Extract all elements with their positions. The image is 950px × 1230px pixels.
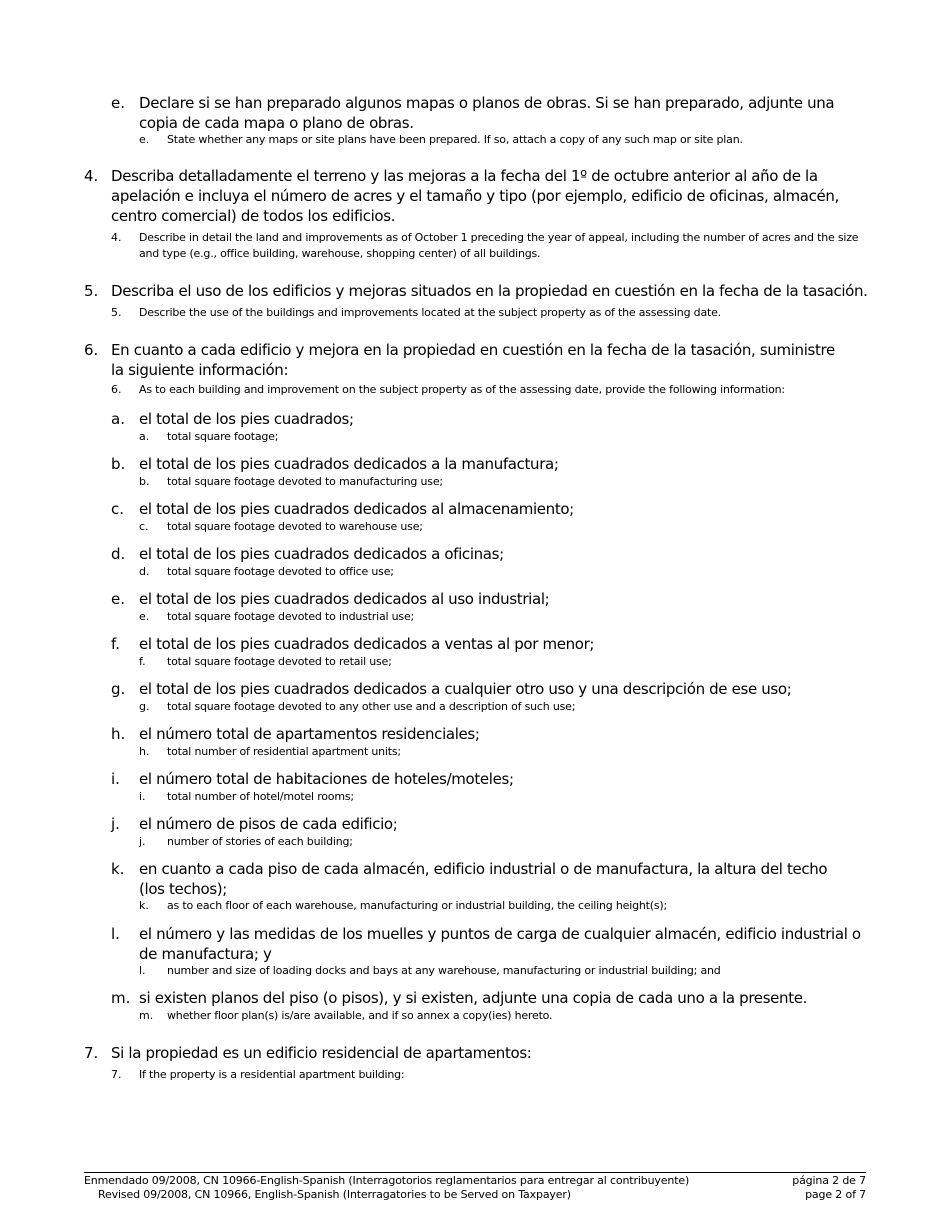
subitem-english-marker: k. [139, 899, 149, 912]
question-english-number: 4. [111, 231, 122, 244]
subitem-english-text: number and size of loading docks and bays at any warehouse, manufacturing or industrial building; and [167, 964, 721, 977]
question-english-text: If the property is a residential apartment building: [139, 1068, 405, 1081]
footer-english-page-number: page 2 of 7 [805, 1188, 866, 1201]
item-spanish-text: Declare si se han preparado algunos mapas o planos de obras. Si se han preparado, adjunte una copia de cada mapa o plano de obras. [139, 94, 835, 132]
subitem-english-marker: h. [139, 745, 150, 758]
subitem-english-text: total number of hotel/motel rooms; [167, 790, 354, 803]
question-english-text: Describe in detail the land and improvements as of October 1 preceding the year of appeal, including the number of acres and the size and type (e.g., office building, warehouse, shopping center) of all buildings. [139, 231, 859, 260]
question-number: 4. [84, 167, 99, 185]
subitem-marker: d. [111, 545, 126, 563]
subitem-english-text: total number of residential apartment units; [167, 745, 401, 758]
question-english-text: Describe the use of the buildings and improvements located at the subject property as of the assessing date. [139, 306, 721, 319]
subitem-spanish-text: el total de los pies cuadrados dedicados al uso industrial; [139, 590, 550, 608]
subitem-spanish-text: el número total de habitaciones de hoteles/moteles; [139, 770, 514, 788]
subitem-marker: g. [111, 680, 126, 698]
subitem-spanish-text: el total de los pies cuadrados dedicados a oficinas; [139, 545, 504, 563]
subitem-english-marker: e. [139, 610, 150, 623]
subitem-spanish-text: el número total de apartamentos residenciales; [139, 725, 480, 743]
subitem-english-text: total square footage; [167, 430, 279, 443]
subitem-spanish-text: el total de los pies cuadrados; [139, 410, 354, 428]
subitem-marker: c. [111, 500, 125, 518]
subitem-english-text: total square footage devoted to manufacturing use; [167, 475, 443, 488]
subitem-english-marker: f. [139, 655, 146, 668]
subitem-spanish-text: el total de los pies cuadrados dedicados a cualquier otro uso y una descripción de ese uso; [139, 680, 792, 698]
subitem-english-marker: m. [139, 1009, 154, 1022]
question-english-text: As to each building and improvement on the subject property as of the assessing date, provide the following information: [139, 383, 785, 396]
question-number: 6. [84, 341, 99, 359]
question-spanish-text: En cuanto a cada edificio y mejora en la propiedad en cuestión en la fecha de la tasación, suministre la siguiente información: [111, 341, 835, 379]
subitem-spanish-text: el total de los pies cuadrados dedicados a la manufactura; [139, 455, 559, 473]
subitem-english-marker: j. [139, 835, 146, 848]
subitem-marker: m. [111, 989, 131, 1007]
subitem-english-marker: d. [139, 565, 150, 578]
subitem-english-text: total square footage devoted to any other use and a description of such use; [167, 700, 576, 713]
subitem-spanish-text: el total de los pies cuadrados dedicados a ventas al por menor; [139, 635, 595, 653]
question-english-number: 5. [111, 306, 122, 319]
subitem-marker: h. [111, 725, 126, 743]
subitem-english-marker: l. [139, 964, 146, 977]
question-spanish-text: Describa el uso de los edificios y mejoras situados en la propiedad en cuestión en la fecha de la tasación. [111, 282, 868, 300]
subitem-spanish-text: si existen planos del piso (o pisos), y si existen, adjunte una copia de cada uno a la presente. [139, 989, 808, 1007]
subitem-english-text: total square footage devoted to retail use; [167, 655, 392, 668]
question-spanish-text: Describa detalladamente el terreno y las mejoras a la fecha del 1º de octubre anterior al año de la apelación e incluya el número de acres y el tamaño y tipo (por ejemplo, edificio de oficinas, almacén, centro comercial) de todos los edificios. [111, 167, 839, 225]
subitem-english-marker: c. [139, 520, 149, 533]
subitem-spanish-text: el número y las medidas de los muelles y puntos de carga de cualquier almacén, edificio industrial o de manufactura; y [139, 925, 861, 963]
subitem-english-text: as to each floor of each warehouse, manufacturing or industrial building, the ceiling height(s); [167, 899, 667, 912]
subitem-english-marker: g. [139, 700, 150, 713]
page-footer [84, 1172, 866, 1201]
subitem-marker: b. [111, 455, 126, 473]
subitem-english-text: total square footage devoted to industrial use; [167, 610, 415, 623]
subitem-marker: i. [111, 770, 120, 788]
item-marker: e. [111, 94, 125, 112]
subitem-english-marker: a. [139, 430, 150, 443]
question-spanish-text: Si la propiedad es un edificio residencial de apartamentos: [111, 1044, 532, 1062]
question-english-number: 6. [111, 383, 122, 396]
subitem-marker: l. [111, 925, 120, 943]
subitem-marker: k. [111, 860, 125, 878]
subitem-english-marker: i. [139, 790, 146, 803]
footer-spanish-page-number: página 2 de 7 [792, 1174, 866, 1187]
item-english-text: State whether any maps or site plans have been prepared. If so, attach a copy of any such map or site plan. [167, 133, 743, 146]
subitem-english-text: number of stories of each building; [167, 835, 353, 848]
subitem-english-text: total square footage devoted to office use; [167, 565, 394, 578]
footer-spanish-form-id: Enmendado 09/2008, CN 10966-English-Spanish (Interragotorios reglamentarios para entregar al contribuyente) [84, 1174, 690, 1187]
subitem-english-marker: b. [139, 475, 150, 488]
subitem-english-text: whether floor plan(s) is/are available, and if so annex a copy(ies) hereto. [167, 1009, 553, 1022]
subitem-spanish-text: el número de pisos de cada edificio; [139, 815, 398, 833]
subitem-marker: a. [111, 410, 125, 428]
footer-english-form-id: Revised 09/2008, CN 10966, English-Spanish (Interragatories to be Served on Taxpayer) [98, 1188, 571, 1201]
subitem-english-text: total square footage devoted to warehouse use; [167, 520, 423, 533]
subitem-marker: f. [111, 635, 120, 653]
question-english-number: 7. [111, 1068, 122, 1081]
item-english-marker: e. [139, 133, 150, 146]
subitem-spanish-text: el total de los pies cuadrados dedicados al almacenamiento; [139, 500, 574, 518]
subitem-marker: j. [111, 815, 120, 833]
subitem-marker: e. [111, 590, 125, 608]
subitem-spanish-text: en cuanto a cada piso de cada almacén, edificio industrial o de manufactura, la altura del techo (los techos); [139, 860, 828, 898]
question-number: 7. [84, 1044, 99, 1062]
question-number: 5. [84, 282, 99, 300]
